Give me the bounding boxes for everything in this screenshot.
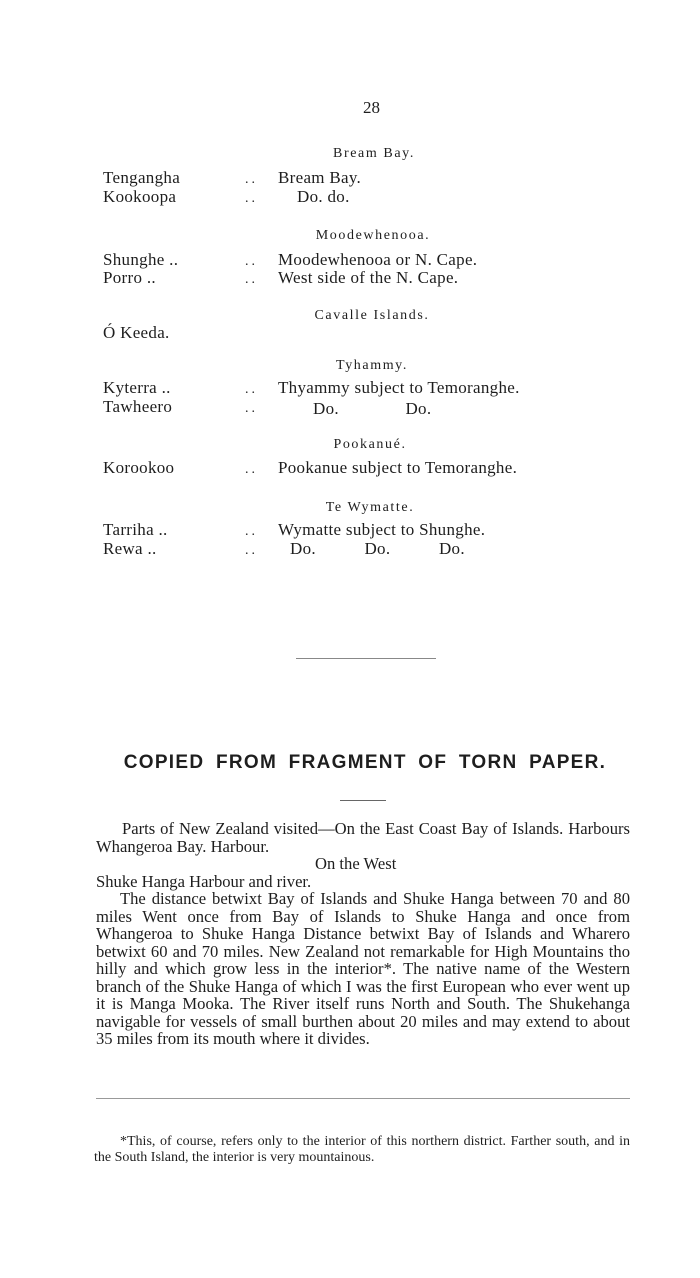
title-underline (340, 800, 386, 801)
leader-dots: .. (245, 272, 258, 287)
place-description: Do. do. (297, 187, 350, 206)
leader-dots: .. (245, 254, 258, 269)
place-name: Ó Keeda. (103, 323, 170, 342)
paragraph: On the West (315, 854, 397, 873)
place-name: Kookoopa (103, 187, 177, 206)
leader-dots: .. (245, 401, 258, 416)
place-name: Tarriha .. (103, 520, 168, 539)
paragraph: The distance betwixt Bay of Islands and Shuke Hanga between 70 and 80 miles Went once from Bay of Islands to Shuke Hanga and once from Whangeroa to Shuke Hanga Distance betwixt Bay of Islands and Wharero betwixt 60 and 70 miles. New Zealand not remarkable for High Mountains tho hilly and which grow less in the interior*. The native name of the Western branch of the Shuke Hanga of which I was the first European who ever went up it is Manga Mooka. The River itself runs North and South. The Shukehanga navigable for vessels of small burthen about 20 miles and may extend to about 35 miles from its mouth where it divides. (96, 889, 630, 1048)
paragraph: Shuke Hanga Harbour and river. (96, 871, 312, 891)
section-heading-te-wymatte: Te Wymatte. (325, 500, 415, 515)
place-description: Wymatte subject to Shunghe. (278, 520, 486, 539)
leader-dots: .. (245, 524, 258, 539)
place-description: West side of the N. Cape. (278, 268, 459, 287)
footnote (94, 1134, 630, 1165)
page-number: 28 (363, 98, 380, 117)
section-heading-pookanue: Pookanué. (333, 437, 407, 452)
place-name: Korookoo (103, 458, 175, 477)
place-description: Moodewhenooa or N. Cape. (278, 250, 478, 269)
footnote-rule (96, 1098, 630, 1099)
place-name: Shunghe .. (103, 250, 179, 269)
section-divider (296, 658, 436, 659)
leader-dots: .. (245, 462, 258, 477)
leader-dots: .. (245, 382, 258, 397)
page-title: COPIED FROM FRAGMENT OF TORN PAPER. (123, 752, 607, 773)
section-heading-bream-bay: Bream Bay. (333, 146, 415, 161)
place-description: Pookanue subject to Temoranghe. (278, 458, 518, 477)
leader-dots: .. (245, 543, 258, 558)
footnote-text: *This, of course, refers only to the interior of this northern district. Farther south, and in the South Island, the interior is very mountainous. (94, 1134, 630, 1165)
leader-dots: .. (245, 172, 258, 187)
place-name: Tawheero (103, 397, 173, 416)
place-name: Tengangha (103, 168, 181, 187)
place-description: Thyammy subject to Temoranghe. (278, 378, 520, 397)
place-description: Bream Bay. (278, 168, 362, 187)
place-name: Porro .. (103, 268, 156, 287)
place-description: Do. Do. Do. (290, 539, 465, 558)
place-description: Do. Do. (313, 399, 432, 418)
leader-dots: .. (245, 191, 258, 206)
body-text (96, 820, 630, 1048)
section-heading-moodewhenooa: Moodewhenooa. (315, 228, 431, 243)
paragraph: Parts of New Zealand visited—On the East Coast Bay of Islands. Harbours Whangeroa Bay. Harbour. (96, 819, 630, 856)
section-heading-cavalle-islands: Cavalle Islands. (314, 308, 430, 323)
section-heading-tyhammy: Tyhammy. (336, 358, 408, 373)
place-name: Kyterra .. (103, 378, 171, 397)
place-name: Rewa .. (103, 539, 157, 558)
